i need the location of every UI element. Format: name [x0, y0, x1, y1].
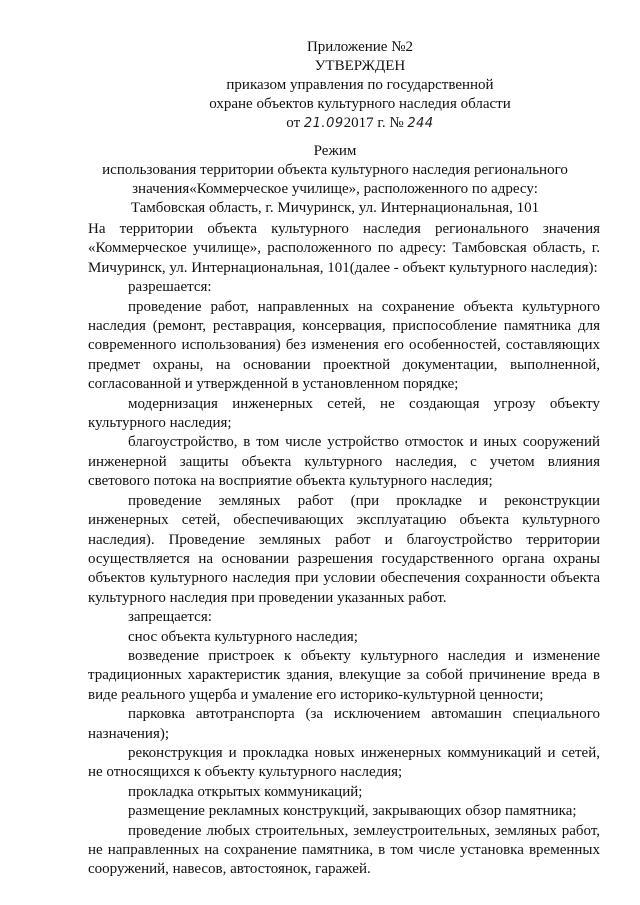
- handwritten-number: 244: [407, 116, 434, 131]
- document-body: [88, 220, 600, 880]
- approved-label: УТВЕРЖДЕН: [314, 58, 406, 74]
- forbidden-item: возведение пристроек к объекту культурного наследия и изменение традиционных характеристик здания, влекущие за собой причинение вреда в виде реального ущерба и умаление его историко-культурной ценности;: [88, 647, 600, 703]
- intro-paragraph: На территории объекта культурного наследия регионального значения «Коммерческое училище», расположенного по адресу: Тамбовская область, г. Мичуринск, ул. Интернациональная, 101(далее - объект культурного наследия):: [88, 221, 600, 276]
- date-prefix: от: [286, 115, 301, 131]
- forbidden-item: прокладка открытых коммуникаций;: [128, 783, 363, 800]
- date-year: 2017 г. №: [343, 115, 404, 131]
- title-line-1: Режим: [313, 143, 357, 159]
- allowed-item: благоустройство, в том числе устройство отмосток и иных сооружений инженерной защиты объекта культурного наследия, с учетом влияния светового потока на восприятие объекта культурного наследия;: [88, 434, 600, 490]
- title-line-3: значения«Коммерческое училище», расположенного по адресу:: [132, 181, 538, 197]
- handwritten-date: 21.09: [303, 116, 344, 131]
- forbidden-item: парковка автотранспорта (за исключением автомашин специального назначения);: [88, 706, 600, 742]
- forbidden-heading: запрещается:: [128, 609, 212, 626]
- allowed-item: модернизация инженерных сетей, не создающая угрозу объекту культурного наследия;: [88, 395, 600, 432]
- allowed-heading: разрешается:: [128, 279, 212, 296]
- document-title: [70, 142, 600, 218]
- title-line-4: Тамбовская область, г. Мичуринск, ул. Интернациональная, 101: [130, 200, 540, 216]
- forbidden-item: снос объекта культурного наследия;: [128, 628, 358, 645]
- department-line: охране объектов культурного наследия области: [209, 96, 511, 112]
- allowed-item: проведение земляных работ (при прокладке и реконструкции инженерных сетей, обеспечивающих эксплуатацию объекта культурного наследия). Проведение земляных работ и благоустройство территории осуществляется на основании разрешения государственного органа охраны объектов культурного наследия при условии обеспечения сохранности объекта культурного наследия при проведении указанных работ.: [88, 492, 600, 606]
- title-line-2: использования территории объекта культурного наследия регионального: [102, 162, 568, 178]
- approval-header: [150, 38, 570, 133]
- forbidden-item: проведение любых строительных, землеустроительных, земляных работ, не направленных на сохранение памятника, в том числе установка временных сооружений, навесов, автостоянок, гаражей.: [88, 822, 600, 878]
- forbidden-item: реконструкция и прокладка новых инженерных коммуникаций и сетей, не относящихся к объекту культурного наследия;: [88, 744, 600, 781]
- appendix-label: Приложение №2: [306, 39, 414, 55]
- date-number-line: [150, 114, 570, 133]
- order-line: приказом управления по государственной: [226, 77, 494, 93]
- forbidden-item: размещение рекламных конструкций, закрывающих обзор памятника;: [128, 803, 577, 820]
- allowed-item: проведение работ, направленных на сохранение объекта культурного наследия (ремонт, реставрация, консервация, приспособление памятника для современного использования) без изменения его особенностей, составляющих предмет охраны, на основании проектной документации, выполненной, согласованной и утвержденной в установленном порядке;: [88, 298, 600, 393]
